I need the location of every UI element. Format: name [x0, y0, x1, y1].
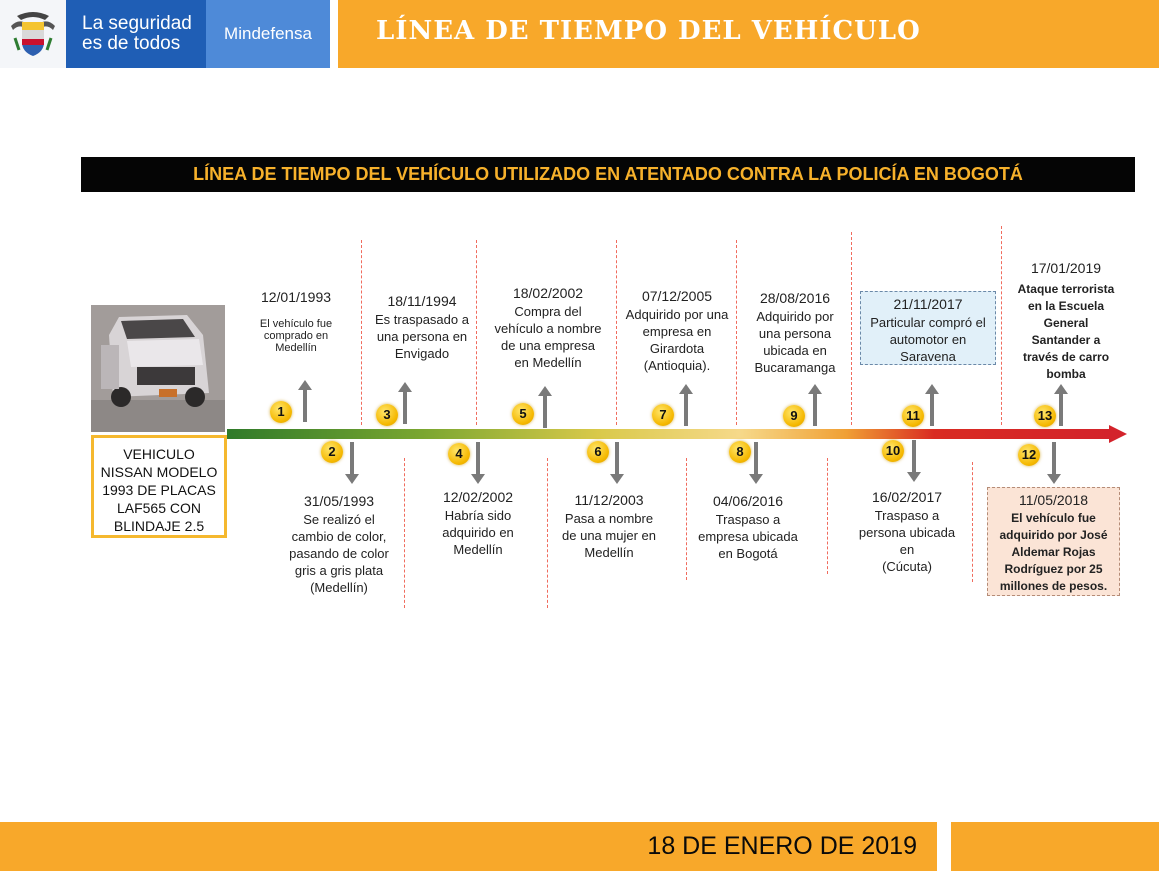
separator-line: [851, 232, 852, 425]
event-text-line: Bucaramanga: [754, 360, 836, 375]
up-arrow-icon: [298, 380, 312, 422]
event-text-line: empresa en: [642, 324, 712, 339]
event-date: 11/05/2018: [1018, 492, 1089, 508]
event-text-line: en Bogotá: [718, 546, 778, 561]
event-text-line: Aldemar Rojas: [1011, 545, 1096, 559]
footer-date: 18 DE ENERO DE 2019: [647, 832, 917, 860]
separator-line: [972, 462, 973, 582]
event-text-line: pasando de color: [289, 546, 389, 561]
vehicle-line: 1993 DE PLACAS: [102, 482, 216, 498]
separator-line: [547, 458, 548, 608]
event-3: [366, 292, 478, 362]
event-date: 12/01/1993: [260, 289, 332, 305]
event-text-line: (Medellín): [310, 580, 368, 595]
event-text-line: Adquirido por: [756, 309, 834, 324]
event-5: [484, 284, 612, 371]
separator-line: [404, 458, 405, 608]
event-date: 12/02/2002: [442, 489, 514, 505]
event-text-line: Traspaso a: [715, 512, 781, 527]
event-2: [280, 492, 398, 596]
event-date: 21/11/2017: [893, 296, 963, 312]
down-arrow-icon: [1047, 442, 1061, 484]
event-text-line: Traspaso a: [874, 508, 940, 523]
down-arrow-icon: [907, 440, 921, 482]
footer-bar-right: [951, 822, 1159, 871]
event-text-line: vehículo a nombre: [494, 321, 602, 336]
event-13: [1008, 259, 1124, 383]
event-date: 18/11/1994: [387, 293, 457, 309]
event-text-line: Pasa a nombre: [564, 511, 654, 526]
up-arrow-icon: [538, 386, 552, 428]
event-text-line: persona ubicada: [858, 525, 956, 540]
event-date: 31/05/1993: [303, 493, 375, 509]
event-text-line: través de carro: [1022, 350, 1110, 364]
vehicle-photo: [91, 305, 225, 432]
separator-line: [686, 458, 687, 580]
slogan-line-2: es de todos: [82, 33, 181, 54]
up-arrow-icon: [808, 384, 822, 426]
event-9: [740, 289, 850, 376]
event-text-line: en la Escuela: [1027, 299, 1105, 313]
event-text-line: Adquirido por una: [625, 307, 729, 322]
header: [0, 0, 1159, 68]
separator-line: [361, 240, 362, 425]
up-arrow-icon: [398, 382, 412, 424]
event-date: 28/08/2016: [759, 290, 831, 306]
event-text-line: El vehículo fue: [1011, 511, 1096, 525]
event-number-badge: 10: [882, 440, 904, 462]
vehicle-line: NISSAN MODELO: [100, 464, 218, 480]
up-arrow-icon: [925, 384, 939, 426]
event-text-line: Girardota: [649, 341, 705, 356]
event-text-line: (Antioquia).: [643, 358, 711, 373]
event-text-line: gris a gris plata: [294, 563, 384, 578]
event-text-line: automotor en: [889, 332, 967, 347]
event-text-line: comprado en: [263, 330, 329, 342]
event-date: 17/01/2019: [1030, 260, 1102, 276]
header-title-bar: [338, 0, 1159, 68]
government-slogan: [66, 0, 206, 68]
footer-divider: [937, 822, 951, 871]
event-text-line: ubicada en: [763, 343, 827, 358]
event-text-line: adquirido en: [442, 525, 514, 540]
event-number-badge: 1: [270, 401, 292, 423]
event-number-badge: 4: [448, 443, 470, 465]
event-date: 18/02/2002: [512, 285, 584, 301]
event-text-line: Medellín: [275, 342, 317, 354]
event-text-line: millones de pesos.: [999, 579, 1108, 593]
event-text-line: Particular compró el: [870, 315, 986, 330]
event-text-line: bomba: [1046, 367, 1086, 381]
timeline-banner-title: LÍNEA DE TIEMPO DEL VEHÍCULO UTILIZADO EN ATENTADO CONTRA LA POLICÍA EN BOGOTÁ: [81, 157, 1135, 192]
event-number-badge: 8: [729, 441, 751, 463]
event-6: [555, 491, 663, 561]
event-text-line: en: [899, 542, 915, 557]
vehicle-description-box: [91, 435, 227, 538]
down-arrow-icon: [610, 442, 624, 484]
event-number-badge: 9: [783, 405, 805, 427]
event-text-line: General: [1043, 316, 1089, 330]
event-text-line: Habría sido: [444, 508, 512, 523]
event-number-badge: 6: [587, 441, 609, 463]
event-number-badge: 2: [321, 441, 343, 463]
event-text-line: El vehículo fue: [259, 318, 333, 330]
event-text-line: Compra del: [514, 304, 582, 319]
up-arrow-icon: [1054, 384, 1068, 426]
event-10: [852, 488, 962, 575]
event-text-line: (Cúcuta): [882, 559, 932, 574]
down-arrow-icon: [345, 442, 359, 484]
down-arrow-icon: [471, 442, 485, 484]
separator-line: [736, 240, 737, 425]
up-arrow-icon: [679, 384, 693, 426]
event-date: 04/06/2016: [712, 493, 784, 509]
event-number-badge: 12: [1018, 444, 1040, 466]
event-text-line: de una mujer en: [562, 528, 656, 543]
event-number-badge: 13: [1034, 405, 1056, 427]
event-text-line: una persona en: [376, 329, 468, 344]
event-text-line: cambio de color,: [291, 529, 387, 544]
event-11: [862, 295, 994, 365]
event-text-line: Saravena: [900, 349, 956, 364]
event-text-line: empresa ubicada: [698, 529, 798, 544]
event-text-line: Se realizó el: [303, 512, 375, 527]
event-1: [236, 288, 356, 354]
event-text-line: Rodríguez por 25: [1004, 562, 1103, 576]
colombia-coat-of-arms-logo: [0, 0, 66, 68]
event-number-badge: 3: [376, 404, 398, 426]
down-arrow-icon: [749, 442, 763, 484]
event-text-line: Santander a: [1031, 333, 1101, 347]
event-text-line: Envigado: [394, 346, 450, 361]
page-title: LÍNEA DE TIEMPO DEL VEHÍCULO: [376, 16, 921, 46]
vehicle-line: VEHICULO: [123, 446, 195, 462]
event-8: [692, 492, 804, 562]
event-text-line: de una empresa: [501, 338, 595, 353]
separator-line: [827, 458, 828, 574]
vehicle-line: BLINDAJE 2.5: [113, 518, 205, 534]
vehicle-line: LAF565 CON: [116, 500, 202, 516]
separator-line: [1001, 226, 1002, 425]
event-date: 07/12/2005: [641, 288, 713, 304]
event-text-line: Medellín: [453, 542, 503, 557]
slogan-line-1: La seguridad: [82, 13, 192, 34]
separator-line: [616, 240, 617, 425]
event-text-line: adquirido por José: [999, 528, 1108, 542]
event-12: [989, 491, 1118, 595]
event-text-line: Medellín: [584, 545, 634, 560]
timeline-arrow: [227, 424, 1127, 444]
event-number-badge: 5: [512, 403, 534, 425]
event-text-line: Es traspasado a: [375, 312, 469, 327]
event-number-badge: 7: [652, 404, 674, 426]
footer-bar: [0, 822, 937, 871]
event-date: 16/02/2017: [871, 489, 943, 505]
event-number-badge: 11: [902, 405, 924, 427]
event-text-line: una persona: [758, 326, 832, 341]
event-7: [620, 287, 734, 374]
event-4: [422, 488, 534, 558]
ministry-label: Mindefensa: [206, 0, 330, 68]
event-text-line: en Medellín: [514, 355, 582, 370]
event-date: 11/12/2003: [574, 492, 644, 508]
event-text-line: Ataque terrorista: [1017, 282, 1115, 296]
